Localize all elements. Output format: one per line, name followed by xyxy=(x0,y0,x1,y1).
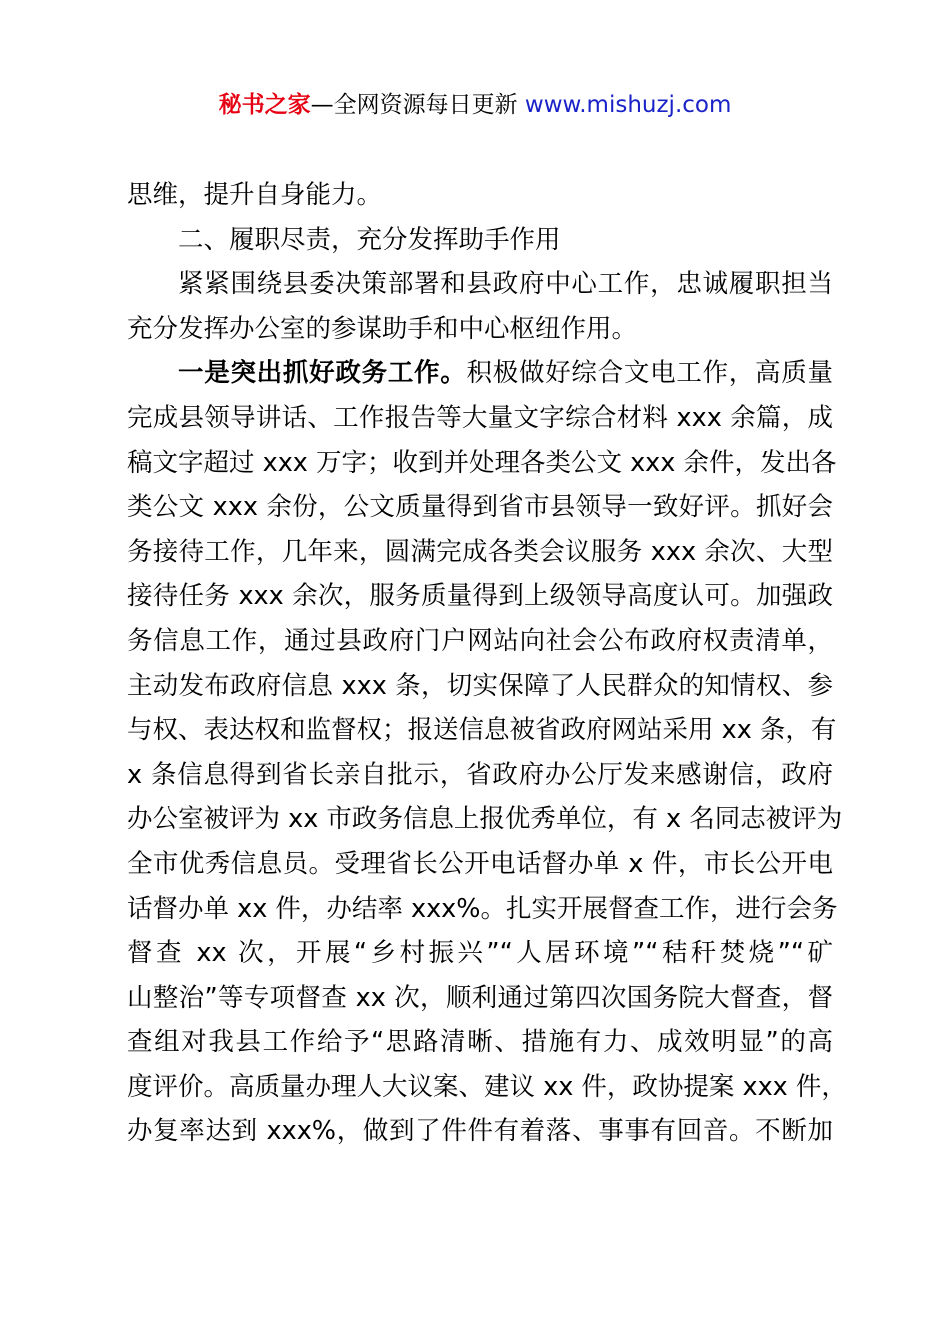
body-line: x 条信息得到省长亲自批示，省政府办公厅发来感谢信，政府 xyxy=(127,759,833,790)
body-line: 办公室被评为 xx 市政务信息上报优秀单位，有 x 名同志被评为 xyxy=(127,804,843,835)
body-line: 办复率达到 xxx%，做到了件件有着落、事事有回音。不断加 xyxy=(127,1116,833,1147)
body-line: 充分发挥办公室的参谋助手和中心枢纽作用。 xyxy=(127,313,638,344)
body-line: 务信息工作，通过县政府门户网站向社会公布政府权责清单， xyxy=(127,625,833,656)
body-line: 主动发布政府信息 xxx 条，切实保障了人民群众的知情权、参 xyxy=(127,670,833,701)
body-line: 务接待工作，几年来，圆满完成各类会议服务 xxx 余次、大型 xyxy=(127,536,833,567)
body-line: 督查 xx 次，开展“乡村振兴”“人居环境”“秸秆焚烧”“矿 xyxy=(127,938,833,969)
body-line: 类公文 xxx 余份，公文质量得到省市县领导一致好评。抓好会 xyxy=(127,492,833,523)
body-line: 完成县领导讲话、工作报告等大量文字综合材料 xxx 余篇，成 xyxy=(127,402,833,433)
body-line: 山整治”等专项督查 xx 次，顺利通过第四次国务院大督查，督 xyxy=(127,982,833,1013)
paragraph-lead: 一是突出抓好政务工作。 xyxy=(178,358,467,389)
body-line: 稿文字超过 xxx 万字；收到并处理各类公文 xxx 余件，发出各 xyxy=(127,447,837,478)
body-line: 紧紧围绕县委决策部署和县政府中心工作，忠诚履职担当 xyxy=(178,269,833,300)
section-heading: 二、履职尽责，充分发挥助手作用 xyxy=(178,224,561,255)
page-header xyxy=(0,88,950,122)
body-line: 话督办单 xx 件，办结率 xxx%。扎实开展督查工作，进行会务 xyxy=(127,893,838,924)
body-line: 度评价。高质量办理人大议案、建议 xx 件，政协提案 xxx 件， xyxy=(127,1071,847,1102)
brand-name: 秘书之家 xyxy=(218,92,311,118)
header-tagline: —全网资源每日更新 xyxy=(310,92,518,118)
body-line: 全市优秀信息员。受理省长公开电话督办单 x 件，市长公开电 xyxy=(127,848,833,879)
body-line: 思维，提升自身能力。 xyxy=(127,180,383,210)
body-line: 查组对我县工作给予“思路清晰、措施有力、成效明显”的高 xyxy=(127,1027,833,1058)
body-line: 接待任务 xxx 余次，服务质量得到上级领导高度认可。加强政 xyxy=(127,581,833,612)
document-body xyxy=(127,173,847,1154)
body-line: 与权、表达权和监督权；报送信息被省政府网站采用 xx 条，有 xyxy=(127,715,837,746)
paragraph-lead-line xyxy=(127,351,833,396)
header-url[interactable]: www.mishuzj.com xyxy=(524,92,732,118)
body-text: 积极做好综合文电工作，高质量 xyxy=(466,358,833,389)
